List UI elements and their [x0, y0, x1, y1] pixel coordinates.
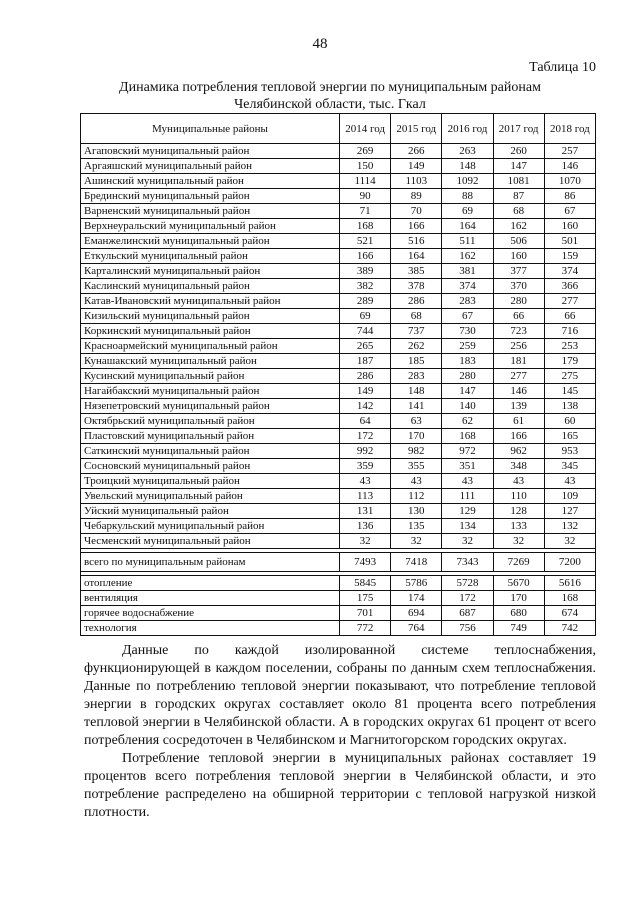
row-label: отопление: [81, 576, 340, 591]
value-cell: 701: [340, 606, 391, 621]
row-label: горячее водоснабжение: [81, 606, 340, 621]
value-cell: 146: [493, 384, 544, 399]
table-row: [81, 204, 596, 219]
breakdown-row: [81, 606, 596, 621]
value-cell: 772: [340, 621, 391, 636]
value-cell: 43: [340, 474, 391, 489]
value-cell: 187: [340, 354, 391, 369]
value-cell: 132: [544, 519, 595, 534]
row-label: Агаповский муниципальный район: [81, 144, 340, 159]
row-label: Октябрьский муниципальный район: [81, 414, 340, 429]
table-header-row: [81, 114, 596, 144]
value-cell: 166: [493, 429, 544, 444]
value-cell: 110: [493, 489, 544, 504]
value-cell: 185: [391, 354, 442, 369]
value-cell: 134: [442, 519, 493, 534]
region-column-header: Муниципальные районы: [81, 114, 340, 144]
value-cell: 1092: [442, 174, 493, 189]
table-row: [81, 279, 596, 294]
row-label: Саткинский муниципальный район: [81, 444, 340, 459]
value-cell: 183: [442, 354, 493, 369]
value-cell: 90: [340, 189, 391, 204]
breakdown-row: [81, 621, 596, 636]
value-cell: 511: [442, 234, 493, 249]
value-cell: 148: [391, 384, 442, 399]
value-cell: 687: [442, 606, 493, 621]
value-cell: 166: [340, 249, 391, 264]
value-cell: 168: [442, 429, 493, 444]
value-cell: 359: [340, 459, 391, 474]
value-cell: 139: [493, 399, 544, 414]
value-cell: 109: [544, 489, 595, 504]
row-label: Верхнеуральский муниципальный район: [81, 219, 340, 234]
value-cell: 32: [391, 534, 442, 549]
value-cell: 972: [442, 444, 493, 459]
value-cell: 749: [493, 621, 544, 636]
row-label: Чесменский муниципальный район: [81, 534, 340, 549]
value-cell: 5616: [544, 576, 595, 591]
value-cell: 286: [340, 369, 391, 384]
value-cell: 179: [544, 354, 595, 369]
breakdown-row: [81, 591, 596, 606]
value-cell: 257: [544, 144, 595, 159]
value-cell: 62: [442, 414, 493, 429]
value-cell: 253: [544, 339, 595, 354]
value-cell: 68: [391, 309, 442, 324]
table-row: [81, 534, 596, 549]
value-cell: 262: [391, 339, 442, 354]
value-cell: 501: [544, 234, 595, 249]
table-row: [81, 249, 596, 264]
value-cell: 112: [391, 489, 442, 504]
value-cell: 723: [493, 324, 544, 339]
value-cell: 1081: [493, 174, 544, 189]
row-label: Троицкий муниципальный район: [81, 474, 340, 489]
value-cell: 135: [391, 519, 442, 534]
value-cell: 7200: [544, 553, 595, 572]
value-cell: 69: [340, 309, 391, 324]
value-cell: 283: [391, 369, 442, 384]
value-cell: 5845: [340, 576, 391, 591]
value-cell: 164: [391, 249, 442, 264]
table-title: [60, 79, 600, 113]
row-label: Брединский муниципальный район: [81, 189, 340, 204]
year-header-2014: 2014 год: [340, 114, 391, 144]
value-cell: 277: [493, 369, 544, 384]
value-cell: 43: [442, 474, 493, 489]
value-cell: 127: [544, 504, 595, 519]
value-cell: 32: [493, 534, 544, 549]
value-cell: 348: [493, 459, 544, 474]
value-cell: 286: [391, 294, 442, 309]
value-cell: 165: [544, 429, 595, 444]
value-cell: 70: [391, 204, 442, 219]
row-label: Коркинский муниципальный район: [81, 324, 340, 339]
row-label: всего по муниципальным районам: [81, 553, 340, 572]
value-cell: 130: [391, 504, 442, 519]
value-cell: 382: [340, 279, 391, 294]
value-cell: 181: [493, 354, 544, 369]
value-cell: 133: [493, 519, 544, 534]
value-cell: 69: [442, 204, 493, 219]
value-cell: 160: [544, 219, 595, 234]
value-cell: 162: [493, 219, 544, 234]
value-cell: 366: [544, 279, 595, 294]
value-cell: 147: [442, 384, 493, 399]
value-cell: 680: [493, 606, 544, 621]
value-cell: 7493: [340, 553, 391, 572]
value-cell: 744: [340, 324, 391, 339]
table-row: [81, 429, 596, 444]
value-cell: 260: [493, 144, 544, 159]
row-label: Кизильский муниципальный район: [81, 309, 340, 324]
table-row: [81, 444, 596, 459]
consumption-table: [80, 113, 596, 636]
value-cell: 674: [544, 606, 595, 621]
value-cell: 506: [493, 234, 544, 249]
row-label: Увельский муниципальный район: [81, 489, 340, 504]
table-row: [81, 264, 596, 279]
row-label: вентиляция: [81, 591, 340, 606]
table-label: Таблица 10: [529, 60, 596, 75]
value-cell: 32: [442, 534, 493, 549]
value-cell: 351: [442, 459, 493, 474]
value-cell: 5728: [442, 576, 493, 591]
table-row: [81, 189, 596, 204]
value-cell: 146: [544, 159, 595, 174]
row-label: Красноармейский муниципальный район: [81, 339, 340, 354]
value-cell: 148: [442, 159, 493, 174]
value-cell: 32: [340, 534, 391, 549]
value-cell: 345: [544, 459, 595, 474]
value-cell: 385: [391, 264, 442, 279]
value-cell: 88: [442, 189, 493, 204]
value-cell: 5786: [391, 576, 442, 591]
value-cell: 128: [493, 504, 544, 519]
value-cell: 141: [391, 399, 442, 414]
value-cell: 32: [544, 534, 595, 549]
value-cell: 259: [442, 339, 493, 354]
row-label: Чебаркульский муниципальный район: [81, 519, 340, 534]
value-cell: 266: [391, 144, 442, 159]
value-cell: 150: [340, 159, 391, 174]
table-row: [81, 339, 596, 354]
value-cell: 60: [544, 414, 595, 429]
row-label: Нязепетровский муниципальный район: [81, 399, 340, 414]
value-cell: 149: [340, 384, 391, 399]
year-header-2016: 2016 год: [442, 114, 493, 144]
value-cell: 370: [493, 279, 544, 294]
table-title-line2: Челябинской области, тыс. Гкал: [234, 97, 426, 112]
value-cell: 89: [391, 189, 442, 204]
table-row: [81, 354, 596, 369]
value-cell: 66: [493, 309, 544, 324]
paragraph-2: Потребление тепловой энергии в муниципальных районах составляет 19 процентов всего потребления тепловой энергии в Челябинской области, и это потребление распределено на обширной территории с тепловой нагрузкой низкой плотности.: [84, 751, 596, 820]
value-cell: 145: [544, 384, 595, 399]
table-title-line1: Динамика потребления тепловой энергии по муниципальным районам: [119, 80, 541, 95]
row-label: Катав-Ивановский муниципальный район: [81, 294, 340, 309]
row-label: технология: [81, 621, 340, 636]
value-cell: 7418: [391, 553, 442, 572]
row-label: Уйский муниципальный район: [81, 504, 340, 519]
value-cell: 742: [544, 621, 595, 636]
value-cell: 265: [340, 339, 391, 354]
value-cell: 43: [391, 474, 442, 489]
table-row: [81, 159, 596, 174]
year-header-2017: 2017 год: [493, 114, 544, 144]
value-cell: 71: [340, 204, 391, 219]
value-cell: 374: [544, 264, 595, 279]
value-cell: 5670: [493, 576, 544, 591]
value-cell: 43: [493, 474, 544, 489]
value-cell: 275: [544, 369, 595, 384]
value-cell: 67: [442, 309, 493, 324]
value-cell: 737: [391, 324, 442, 339]
value-cell: 1103: [391, 174, 442, 189]
value-cell: 162: [442, 249, 493, 264]
total-row: [81, 553, 596, 572]
value-cell: 149: [391, 159, 442, 174]
value-cell: 43: [544, 474, 595, 489]
value-cell: 160: [493, 249, 544, 264]
value-cell: 140: [442, 399, 493, 414]
value-cell: 168: [340, 219, 391, 234]
table-row: [81, 369, 596, 384]
table-row: [81, 219, 596, 234]
row-label: Кунашакский муниципальный район: [81, 354, 340, 369]
value-cell: 756: [442, 621, 493, 636]
table-row: [81, 459, 596, 474]
value-cell: 277: [544, 294, 595, 309]
year-header-2018: 2018 год: [544, 114, 595, 144]
value-cell: 172: [442, 591, 493, 606]
value-cell: 289: [340, 294, 391, 309]
value-cell: 716: [544, 324, 595, 339]
table-row: [81, 489, 596, 504]
table-body: [81, 144, 596, 636]
value-cell: 61: [493, 414, 544, 429]
paragraph-1: Данные по каждой изолированной системе теплоснабжения, функционирующей в каждом поселении, собраны по данным схем теплоснабжения. Данные по потреблению тепловой энергии показывают, что потребление тепловой энергии в городских округах составляет около 81 процента всего потребления тепловой энергии в Челябинской области. А в городских округах 61 процент от всего потребления сосредоточен в Челябинском и Магнитогорском городских округах.: [84, 643, 596, 748]
value-cell: 355: [391, 459, 442, 474]
value-cell: 175: [340, 591, 391, 606]
value-cell: 87: [493, 189, 544, 204]
value-cell: 64: [340, 414, 391, 429]
value-cell: 66: [544, 309, 595, 324]
row-label: Карталинский муниципальный район: [81, 264, 340, 279]
body-text: [84, 642, 596, 822]
table-row: [81, 234, 596, 249]
table-row: [81, 144, 596, 159]
value-cell: 992: [340, 444, 391, 459]
value-cell: 953: [544, 444, 595, 459]
value-cell: 521: [340, 234, 391, 249]
table-row: [81, 504, 596, 519]
value-cell: 381: [442, 264, 493, 279]
year-header-2015: 2015 год: [391, 114, 442, 144]
value-cell: 389: [340, 264, 391, 279]
table-row: [81, 324, 596, 339]
value-cell: 280: [442, 369, 493, 384]
table-row: [81, 309, 596, 324]
page-number: 48: [312, 36, 328, 52]
value-cell: 136: [340, 519, 391, 534]
table-row: [81, 474, 596, 489]
table-row: [81, 384, 596, 399]
value-cell: 170: [391, 429, 442, 444]
value-cell: 138: [544, 399, 595, 414]
value-cell: 269: [340, 144, 391, 159]
row-label: Еткульский муниципальный район: [81, 249, 340, 264]
value-cell: 113: [340, 489, 391, 504]
value-cell: 168: [544, 591, 595, 606]
value-cell: 63: [391, 414, 442, 429]
value-cell: 280: [493, 294, 544, 309]
value-cell: 1070: [544, 174, 595, 189]
row-label: Нагайбакский муниципальный район: [81, 384, 340, 399]
value-cell: 730: [442, 324, 493, 339]
value-cell: 170: [493, 591, 544, 606]
value-cell: 164: [442, 219, 493, 234]
value-cell: 68: [493, 204, 544, 219]
table-row: [81, 294, 596, 309]
row-label: Кусинский муниципальный район: [81, 369, 340, 384]
table-row: [81, 414, 596, 429]
value-cell: 516: [391, 234, 442, 249]
value-cell: 159: [544, 249, 595, 264]
row-label: Варненский муниципальный район: [81, 204, 340, 219]
value-cell: 378: [391, 279, 442, 294]
value-cell: 174: [391, 591, 442, 606]
value-cell: 982: [391, 444, 442, 459]
value-cell: 962: [493, 444, 544, 459]
value-cell: 263: [442, 144, 493, 159]
value-cell: 129: [442, 504, 493, 519]
value-cell: 86: [544, 189, 595, 204]
value-cell: 374: [442, 279, 493, 294]
value-cell: 131: [340, 504, 391, 519]
row-label: Каслинский муниципальный район: [81, 279, 340, 294]
table-row: [81, 174, 596, 189]
row-label: Аргаяшский муниципальный район: [81, 159, 340, 174]
value-cell: 694: [391, 606, 442, 621]
value-cell: 1114: [340, 174, 391, 189]
value-cell: 283: [442, 294, 493, 309]
value-cell: 147: [493, 159, 544, 174]
value-cell: 172: [340, 429, 391, 444]
row-label: Пластовский муниципальный район: [81, 429, 340, 444]
breakdown-row: [81, 576, 596, 591]
value-cell: 67: [544, 204, 595, 219]
table-row: [81, 399, 596, 414]
row-label: Ашинский муниципальный район: [81, 174, 340, 189]
value-cell: 377: [493, 264, 544, 279]
row-label: Еманжелинский муниципальный район: [81, 234, 340, 249]
value-cell: 7343: [442, 553, 493, 572]
value-cell: 256: [493, 339, 544, 354]
value-cell: 142: [340, 399, 391, 414]
table-row: [81, 519, 596, 534]
value-cell: 166: [391, 219, 442, 234]
value-cell: 764: [391, 621, 442, 636]
row-label: Сосновский муниципальный район: [81, 459, 340, 474]
value-cell: 7269: [493, 553, 544, 572]
value-cell: 111: [442, 489, 493, 504]
